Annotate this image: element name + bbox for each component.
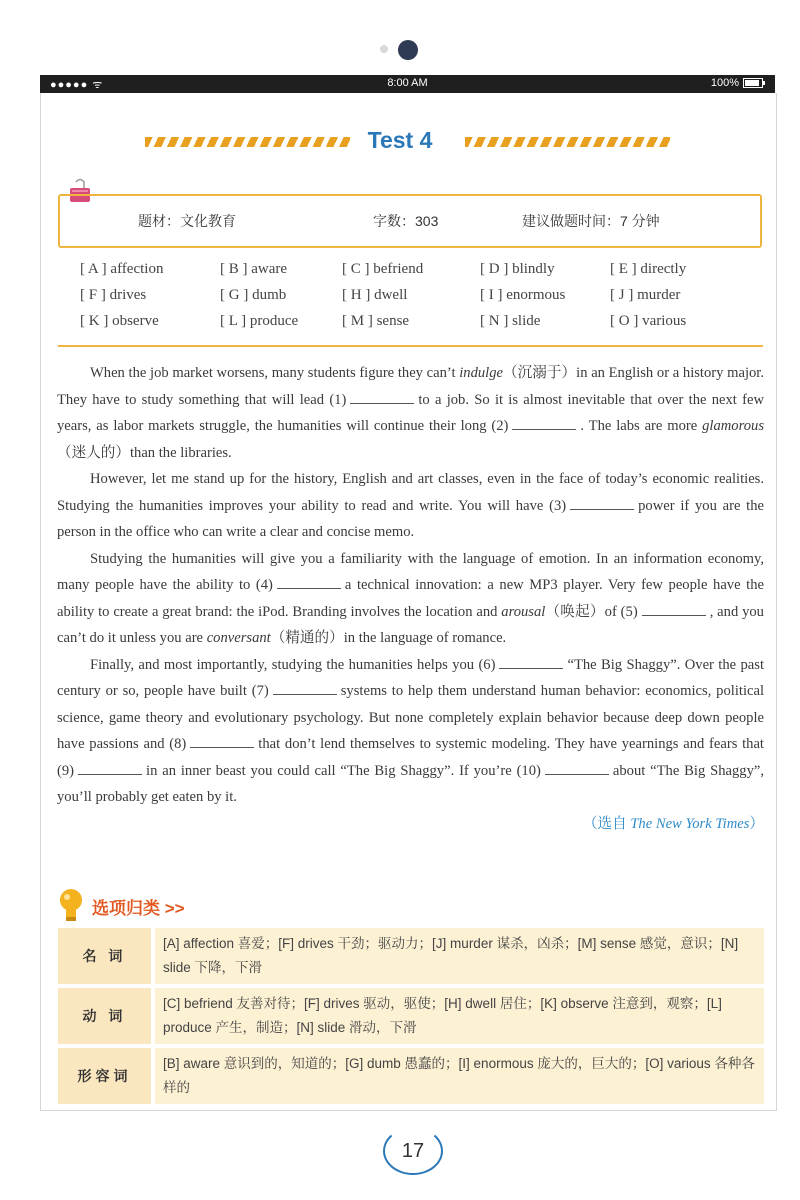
blank-10 — [545, 760, 609, 775]
word-option: [ J ] murder — [610, 287, 681, 303]
word-option: [ K ] observe — [80, 313, 159, 329]
category-row-adjectives — [58, 1048, 764, 1104]
category-table — [58, 928, 764, 1108]
word-option: [ O ] various — [610, 313, 687, 329]
text: ） — [749, 815, 764, 832]
blank-7 — [273, 680, 337, 695]
text: When the job market worsens, many students figure they can’t — [90, 365, 460, 381]
text: （选自 — [582, 815, 631, 832]
paragraph-2 — [57, 466, 764, 546]
category-row-verbs — [58, 988, 764, 1044]
blank-9 — [78, 760, 142, 775]
blank-3 — [570, 495, 634, 510]
battery-percent: 100% — [710, 77, 739, 89]
word-option: [ M ] sense — [342, 313, 410, 329]
word-option: [ D ] blindly — [480, 261, 555, 277]
info-topic: 题材：文化教育 — [138, 213, 236, 229]
passage — [57, 360, 764, 837]
source-citation — [57, 811, 764, 838]
blank-5 — [642, 601, 706, 616]
glossed-word: arousal — [501, 603, 546, 620]
glossed-word: conversant — [206, 630, 271, 646]
paragraph-1 — [57, 360, 764, 466]
word-option: [ E ] directly — [610, 261, 687, 277]
text: However, let me stand up for the history, English and art classes, even in the face of today’s economic realities. Studying the humanities improves your ability to read and write. You will have (3) — [57, 471, 764, 514]
word-option: [ N ] slide — [480, 313, 541, 329]
lightbulb-icon — [58, 888, 84, 922]
blank-6 — [499, 654, 563, 669]
blank-4 — [277, 574, 341, 589]
text: （精通的）in the language of romance. — [270, 630, 507, 646]
category-content: [B] aware 意识到的，知道的；[G] dumb 愚蠢的；[I] enormous 庞大的，巨大的；[O] various 各种各样的 — [155, 1048, 764, 1104]
category-content: [A] affection 喜爱；[F] drives 干劲；驱动力；[J] murder 谋杀，凶杀；[M] sense 感觉，意识；[N] slide 下降，下滑 — [155, 928, 764, 984]
text: “The Big Shaggy”. Over the past century or so, people have built (7) — [57, 656, 764, 699]
blank-1 — [350, 389, 414, 404]
blank-2 — [512, 415, 576, 430]
glossed-word: glamorous — [702, 418, 765, 434]
text: （唤起）of (5) — [545, 603, 638, 620]
word-option: [ L ] produce — [220, 313, 299, 329]
camera-lens — [398, 40, 418, 60]
status-time: 8:00 AM — [387, 77, 428, 89]
text: Finally, and most importantly, studying the humanities helps you (6) — [90, 656, 496, 673]
category-row-nouns — [58, 928, 764, 984]
page-number: 17 — [383, 1127, 443, 1175]
category-label: 名 词 — [58, 928, 151, 984]
text: , and you can’t do it unless you are — [57, 603, 764, 646]
category-content: [C] befriend 友善对待；[F] drives 驱动，驱使；[H] dwell 居住；[K] observe 注意到，观察；[L] produce 产生，制造；[N] slide 滑动，下滑 — [155, 988, 764, 1044]
paragraph-3 — [57, 546, 764, 652]
word-option: [ C ] befriend — [342, 261, 424, 277]
page-title: Test 4 — [367, 127, 433, 153]
status-bar — [40, 75, 775, 93]
word-option: [ G ] dumb — [220, 287, 287, 303]
text: power if you are the person in the office who can write a clear and concise memo. — [57, 497, 765, 540]
word-option: [ F ] drives — [80, 287, 147, 303]
word-option: [ B ] aware — [220, 261, 288, 277]
category-heading: 选项归类 >> — [92, 899, 185, 918]
blank-8 — [190, 733, 254, 748]
text: . The labs are more — [580, 418, 703, 434]
text: in an inner beast you could call “The Big Shaggy”. If you’re (10) — [146, 762, 541, 779]
paragraph-4 — [57, 652, 764, 811]
signal-icon: ●●●●● ᯤ — [50, 79, 104, 91]
text: （沉溺于）in an English or a history major. They have to study something that will lead (1) — [57, 365, 765, 408]
text: systems to help them understand human behavior: economics, political science, game theory and evolutionary psychology. But none completely explain behavior because deep down people have passions and (8) — [57, 683, 765, 752]
glossed-word: indulge — [459, 365, 504, 381]
source-title: The New York Times — [630, 815, 750, 832]
info-suggested-time: 建议做题时间：7 分钟 — [522, 213, 660, 229]
word-option: [ I ] enormous — [480, 287, 566, 303]
info-word-count: 字数：303 — [373, 213, 439, 229]
divider — [58, 345, 763, 347]
text: （迷人的）than the libraries. — [57, 444, 232, 461]
battery-indicator — [711, 77, 763, 89]
text: about “The Big Shaggy”, you’ll probably get eaten by it. — [57, 762, 764, 805]
word-option: [ A ] affection — [80, 261, 164, 277]
battery-icon — [743, 78, 763, 88]
category-label: 形容词 — [58, 1048, 151, 1104]
info-box — [58, 194, 762, 248]
text: a technical innovation: a new MP3 player. Very few people have the ability to create a great brand: the iPod. Branding involves the location and — [57, 577, 765, 620]
text: that don’t lend themselves to systemic modeling. They have yearnings and fears that (9) — [57, 736, 764, 779]
word-option: [ H ] dwell — [342, 287, 408, 303]
category-label: 动 词 — [58, 988, 151, 1044]
text: Studying the humanities will give you a familiarity with the language of emotion. In an information economy, many people have the ability to (4) — [57, 550, 764, 593]
text: to a job. So it is almost inevitable that over the next few years, as labor markets struggle, the humanities will continue their long (2) — [57, 391, 764, 434]
camera-dot-small — [380, 45, 388, 53]
